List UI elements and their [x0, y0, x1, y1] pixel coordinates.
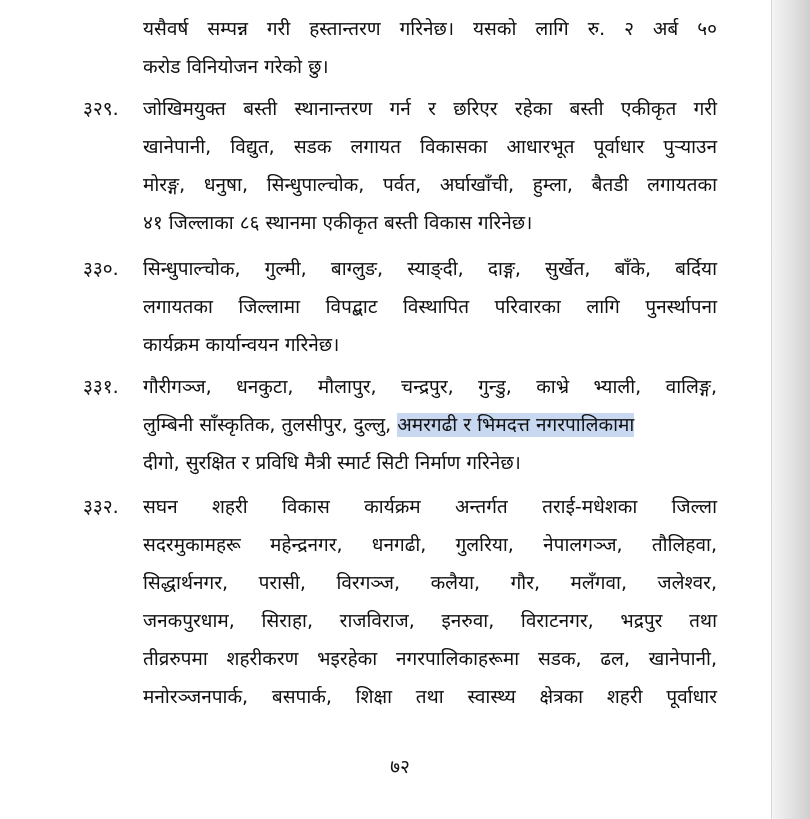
paragraph-line: ४१ जिल्लाका ८६ स्थानमा एकीकृत बस्ती विकास गरिनेछ। [143, 212, 533, 234]
paragraph-line: तीव्ररुपमा शहरीकरण भइरहेका नगरपालिकाहरूमा सडक, ढल, खानेपानी, [143, 648, 717, 670]
paragraph-line: जनकपुरधाम, सिराहा, राजविराज, इनरुवा, विराटनगर, भद्रपुर तथा [143, 610, 717, 632]
paragraph-line: खानेपानी, विद्युत, सडक लगायत विकासका आधारभूत पूर्वाधार पुऱ्याउन [143, 136, 717, 158]
paragraph-line: गौरीगञ्ज, धनकुटा, मौलापुर, चन्द्रपुर, गुन्डु, काभ्रे भ्याली, वालिङ्ग, [143, 376, 717, 398]
paragraph-line: मोरङ्ग, धनुषा, सिन्धुपाल्चोक, पर्वत, अर्घाखाँची, हुम्ला, बैतडी लगायतका [143, 174, 717, 196]
paragraph-number: ३३०. [83, 258, 119, 280]
selected-text-highlight[interactable]: अमरगढी र भिमदत्त नगरपालिकामा [397, 414, 635, 436]
paragraph-line: सदरमुकामहरू महेन्द्रनगर, धनगढी, गुलरिया, नेपालगञ्ज, तौलिहवा, [143, 534, 717, 556]
viewer-gutter [771, 0, 810, 819]
intro-line-1: यसैवर्ष सम्पन्न गरी हस्तान्तरण गरिनेछ। यसको लागि रु. २ अर्ब ५० [143, 18, 717, 40]
paragraph-line: कार्यक्रम कार्यान्वयन गरिनेछ। [143, 334, 340, 356]
paragraph-text: लुम्बिनी साँस्कृतिक, तुलसीपुर, दुल्लु, [143, 414, 392, 436]
paragraph-number: ३३१. [83, 376, 119, 398]
paragraph-line: जोखिमयुक्त बस्ती स्थानान्तरण गर्न र छरिएर रहेका बस्ती एकीकृत गरी [143, 98, 717, 120]
paragraph-line: सघन शहरी विकास कार्यक्रम अन्तर्गत तराई-मधेशका जिल्ला [143, 496, 717, 518]
paragraph-line: मनोरञ्जनपार्क, बसपार्क, शिक्षा तथा स्वास्थ्य क्षेत्रका शहरी पूर्वाधार [143, 686, 717, 708]
paragraph-line: दीगो, सुरक्षित र प्रविधि मैत्री स्मार्ट सिटी निर्माण गरिनेछ। [143, 452, 521, 474]
paragraph-number: ३३२. [83, 496, 119, 518]
page-number: ७२ [390, 756, 410, 778]
paragraph-line: सिद्धार्थनगर, परासी, विरगञ्ज, कलैया, गौर, मलँगवा, जलेश्वर, [143, 572, 717, 594]
paragraph-line: सिन्धुपाल्चोक, गुल्मी, बाग्लुङ, स्याङ्दी, दाङ्ग, सुर्खेत, बाँके, बर्दिया [143, 258, 717, 280]
paragraph-number: ३२९. [83, 98, 119, 120]
intro-line-2: करोड विनियोजन गरेको छु। [143, 56, 329, 78]
paragraph-line: लगायतका जिल्लामा विपद्बाट विस्थापित परिवारका लागि पुनर्स्थापना [143, 296, 717, 318]
paragraph-line [143, 406, 717, 444]
